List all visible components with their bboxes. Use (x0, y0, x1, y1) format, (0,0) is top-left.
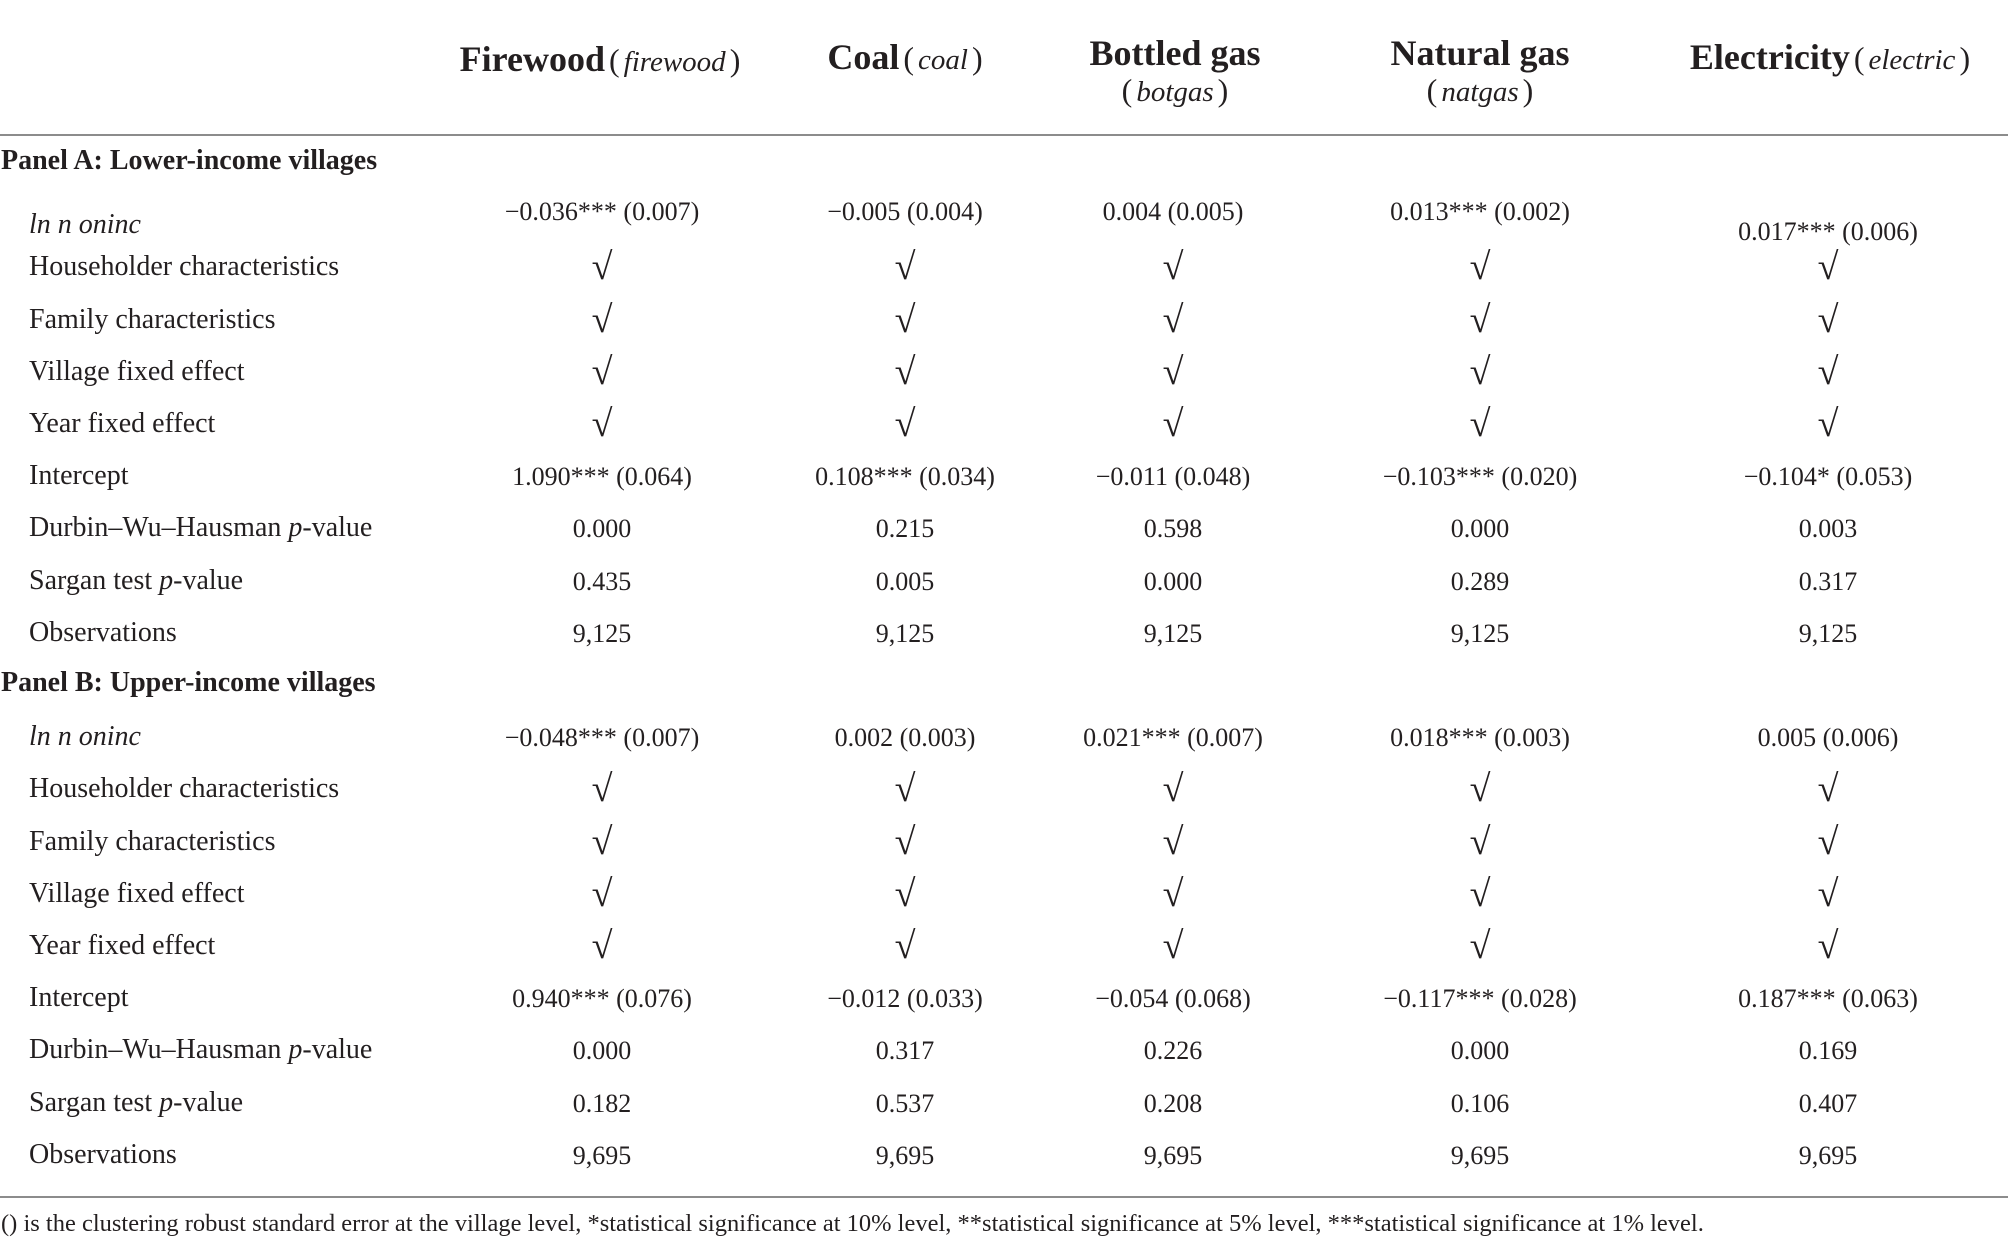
table-cell: −0.104* (0.053) (1743, 462, 1913, 492)
table-cell: 1.090*** (0.064) (512, 462, 692, 492)
table-cell: √ (591, 768, 613, 811)
table-cell: 9,125 (1798, 618, 1858, 648)
table-cell: −0.103*** (0.020) (1382, 462, 1578, 492)
table-cell: 0.000 (572, 514, 632, 544)
table-cell: √ (591, 298, 613, 341)
table-cell: √ (591, 820, 613, 863)
table-cell: 9,125 (1143, 618, 1203, 648)
row-label: Sargan test p-value (29, 564, 244, 596)
table-cell: 0.537 (875, 1088, 935, 1118)
table-cell: √ (1162, 872, 1184, 915)
table-cell: √ (1817, 768, 1839, 811)
table-cell: 9,695 (875, 1140, 935, 1170)
table-cell: √ (1162, 925, 1184, 967)
table-row (0, 874, 2008, 926)
table-cell: √ (1469, 350, 1491, 393)
table-cell: √ (1469, 298, 1491, 341)
row-label: Village fixed effect (29, 877, 245, 909)
table-row (0, 561, 2008, 613)
table-row (0, 456, 2008, 508)
row-label: Durbin–Wu–Hausman p-value (29, 512, 373, 544)
table-row (0, 717, 2008, 769)
table-cell: √ (1162, 246, 1184, 289)
table-cell: √ (1817, 350, 1839, 393)
table-cell: √ (894, 298, 916, 341)
table-cell: 0.226 (1143, 1036, 1203, 1066)
table-row (0, 1135, 2008, 1187)
table-cell: 0.407 (1798, 1088, 1858, 1118)
table-cell: √ (591, 872, 613, 915)
table-cell: 0.598 (1143, 514, 1203, 544)
table-cell: 0.182 (572, 1088, 632, 1118)
table-cell: 9,125 (875, 618, 935, 648)
table-row (0, 195, 2008, 247)
table-cell: 0.002 (0.003) (834, 723, 976, 753)
table-cell: √ (1817, 403, 1839, 445)
column-name: Firewood (459, 39, 605, 79)
row-label: ln n oninc (29, 721, 141, 753)
table-cell: √ (894, 925, 916, 967)
table-cell: −0.012 (0.033) (827, 984, 983, 1014)
table-row (0, 822, 2008, 874)
table-row (0, 508, 2008, 560)
table-cell: 0.000 (572, 1036, 632, 1066)
table-cell: 0.108*** (0.034) (815, 462, 995, 492)
table-cell: 0.215 (875, 514, 935, 544)
column-header-natural-gas: Natural gas ( natgas ) (1355, 32, 1605, 109)
column-name: Natural gas (1390, 33, 1570, 73)
table-cell: 9,695 (1143, 1140, 1203, 1170)
table-cell: 0.004 (0.005) (1102, 197, 1244, 227)
table-cell: 9,695 (572, 1140, 632, 1170)
table-cell: √ (591, 925, 613, 967)
row-label: Intercept (29, 982, 129, 1014)
table-row (0, 1030, 2008, 1082)
table-row (0, 769, 2008, 821)
row-label: Durbin–Wu–Hausman p-value (29, 1034, 373, 1066)
table-cell: √ (1162, 403, 1184, 445)
table-cell: √ (894, 403, 916, 445)
table-cell: −0.005 (0.004) (827, 197, 983, 227)
table-cell: √ (1162, 298, 1184, 341)
table-cell: 0.000 (1450, 1036, 1510, 1066)
table-cell: √ (591, 350, 613, 393)
table-cell: 0.317 (1798, 566, 1858, 596)
table-cell: 9,695 (1450, 1140, 1510, 1170)
table-cell: √ (591, 403, 613, 445)
table-cell: 0.018*** (0.003) (1390, 723, 1570, 753)
table-cell: −0.117*** (0.028) (1383, 984, 1577, 1014)
table-cell: −0.011 (0.048) (1095, 462, 1251, 492)
row-label: Village fixed effect (29, 355, 245, 387)
header-rule (0, 134, 2008, 136)
table-cell: 0.940*** (0.076) (512, 984, 692, 1014)
column-header-electricity: Electricity ( electric ) (1689, 37, 1971, 77)
panel-heading-row (0, 665, 2008, 717)
table-row (0, 352, 2008, 404)
table-cell: 0.106 (1450, 1088, 1510, 1118)
table-row (0, 1083, 2008, 1135)
table-cell: √ (1817, 872, 1839, 915)
column-name: Coal (827, 37, 900, 77)
table-footnote: () is the clustering robust standard error at the village level, *statistical significance at 10% level, **statistical significance at 5% level, ***statistical significance at 1% level. (1, 1210, 1704, 1237)
table-cell: √ (894, 768, 916, 811)
table-cell: 0.208 (1143, 1088, 1203, 1118)
table-cell: 0.017*** (0.006) (1738, 217, 1918, 247)
column-header-coal: Coal ( coal ) (827, 37, 983, 77)
table-cell: √ (894, 820, 916, 863)
table-cell: 0.005 (0.006) (1757, 723, 1899, 753)
table-cell: √ (591, 246, 613, 289)
column-variable: electric (1868, 44, 1956, 76)
table-row (0, 926, 2008, 978)
panel-heading-row (0, 143, 2008, 195)
row-label: Family characteristics (29, 303, 276, 335)
panel-title: Panel A: Lower-income villages (1, 145, 378, 176)
table-cell: 0.005 (875, 566, 935, 596)
table-cell: 0.003 (1798, 514, 1858, 544)
row-label: ln n oninc (29, 209, 141, 241)
row-label: Year fixed effect (29, 930, 216, 961)
table-cell: 0.289 (1450, 566, 1510, 596)
table-row (0, 300, 2008, 352)
row-label: Observations (29, 616, 177, 648)
table-cell: √ (1469, 768, 1491, 811)
row-label: Family characteristics (29, 825, 276, 857)
row-label: Observations (29, 1138, 177, 1170)
table-cell: √ (1469, 872, 1491, 915)
row-label: Householder characteristics (29, 773, 340, 805)
table-cell: 0.187*** (0.063) (1738, 984, 1918, 1014)
row-label: Intercept (29, 460, 129, 492)
table-cell: 0.435 (572, 566, 632, 596)
column-variable: firewood (623, 46, 726, 78)
column-name: Bottled gas (1089, 33, 1261, 73)
row-label: Householder characteristics (29, 251, 340, 283)
table-cell: √ (1162, 820, 1184, 863)
panel-title: Panel B: Upper-income villages (1, 667, 376, 698)
column-variable: natgas (1441, 76, 1519, 108)
table-cell: −0.054 (0.068) (1095, 984, 1251, 1014)
table-cell: 0.000 (1450, 514, 1510, 544)
table-cell: √ (1162, 350, 1184, 393)
table-cell: √ (894, 246, 916, 289)
table-row (0, 247, 2008, 299)
table-row (0, 404, 2008, 456)
table-cell: −0.048*** (0.007) (504, 723, 700, 753)
table-cell: √ (1817, 246, 1839, 289)
column-variable: botgas (1136, 76, 1214, 108)
table-header (0, 0, 2008, 136)
table-cell: 9,125 (1450, 618, 1510, 648)
table-cell: 9,695 (1798, 1140, 1858, 1170)
table-cell: 0.000 (1143, 566, 1203, 596)
column-header-firewood: Firewood ( firewood ) (459, 39, 741, 79)
table-cell: 0.169 (1798, 1036, 1858, 1066)
column-header-bottled-gas: Bottled gas ( botgas ) (1050, 32, 1300, 109)
row-label: Sargan test p-value (29, 1086, 244, 1118)
table-cell: 0.013*** (0.002) (1390, 197, 1570, 227)
table-cell: 9,125 (572, 618, 632, 648)
table-cell: √ (1469, 820, 1491, 863)
row-label: Year fixed effect (29, 408, 216, 439)
table-cell: √ (894, 350, 916, 393)
table-cell: √ (894, 872, 916, 915)
table-cell: 0.317 (875, 1036, 935, 1066)
table-cell: √ (1817, 820, 1839, 863)
table-row (0, 978, 2008, 1030)
table-cell: √ (1817, 925, 1839, 967)
table-row (0, 613, 2008, 665)
column-variable: coal (918, 44, 968, 76)
column-name: Electricity (1689, 37, 1850, 77)
table-cell: √ (1469, 925, 1491, 967)
table-cell: √ (1469, 246, 1491, 289)
table-cell: √ (1162, 768, 1184, 811)
table-cell: √ (1469, 403, 1491, 445)
table-cell: 0.021*** (0.007) (1083, 723, 1263, 753)
table-cell: √ (1817, 298, 1839, 341)
footer-rule (0, 1196, 2008, 1198)
table-cell: −0.036*** (0.007) (504, 197, 700, 227)
